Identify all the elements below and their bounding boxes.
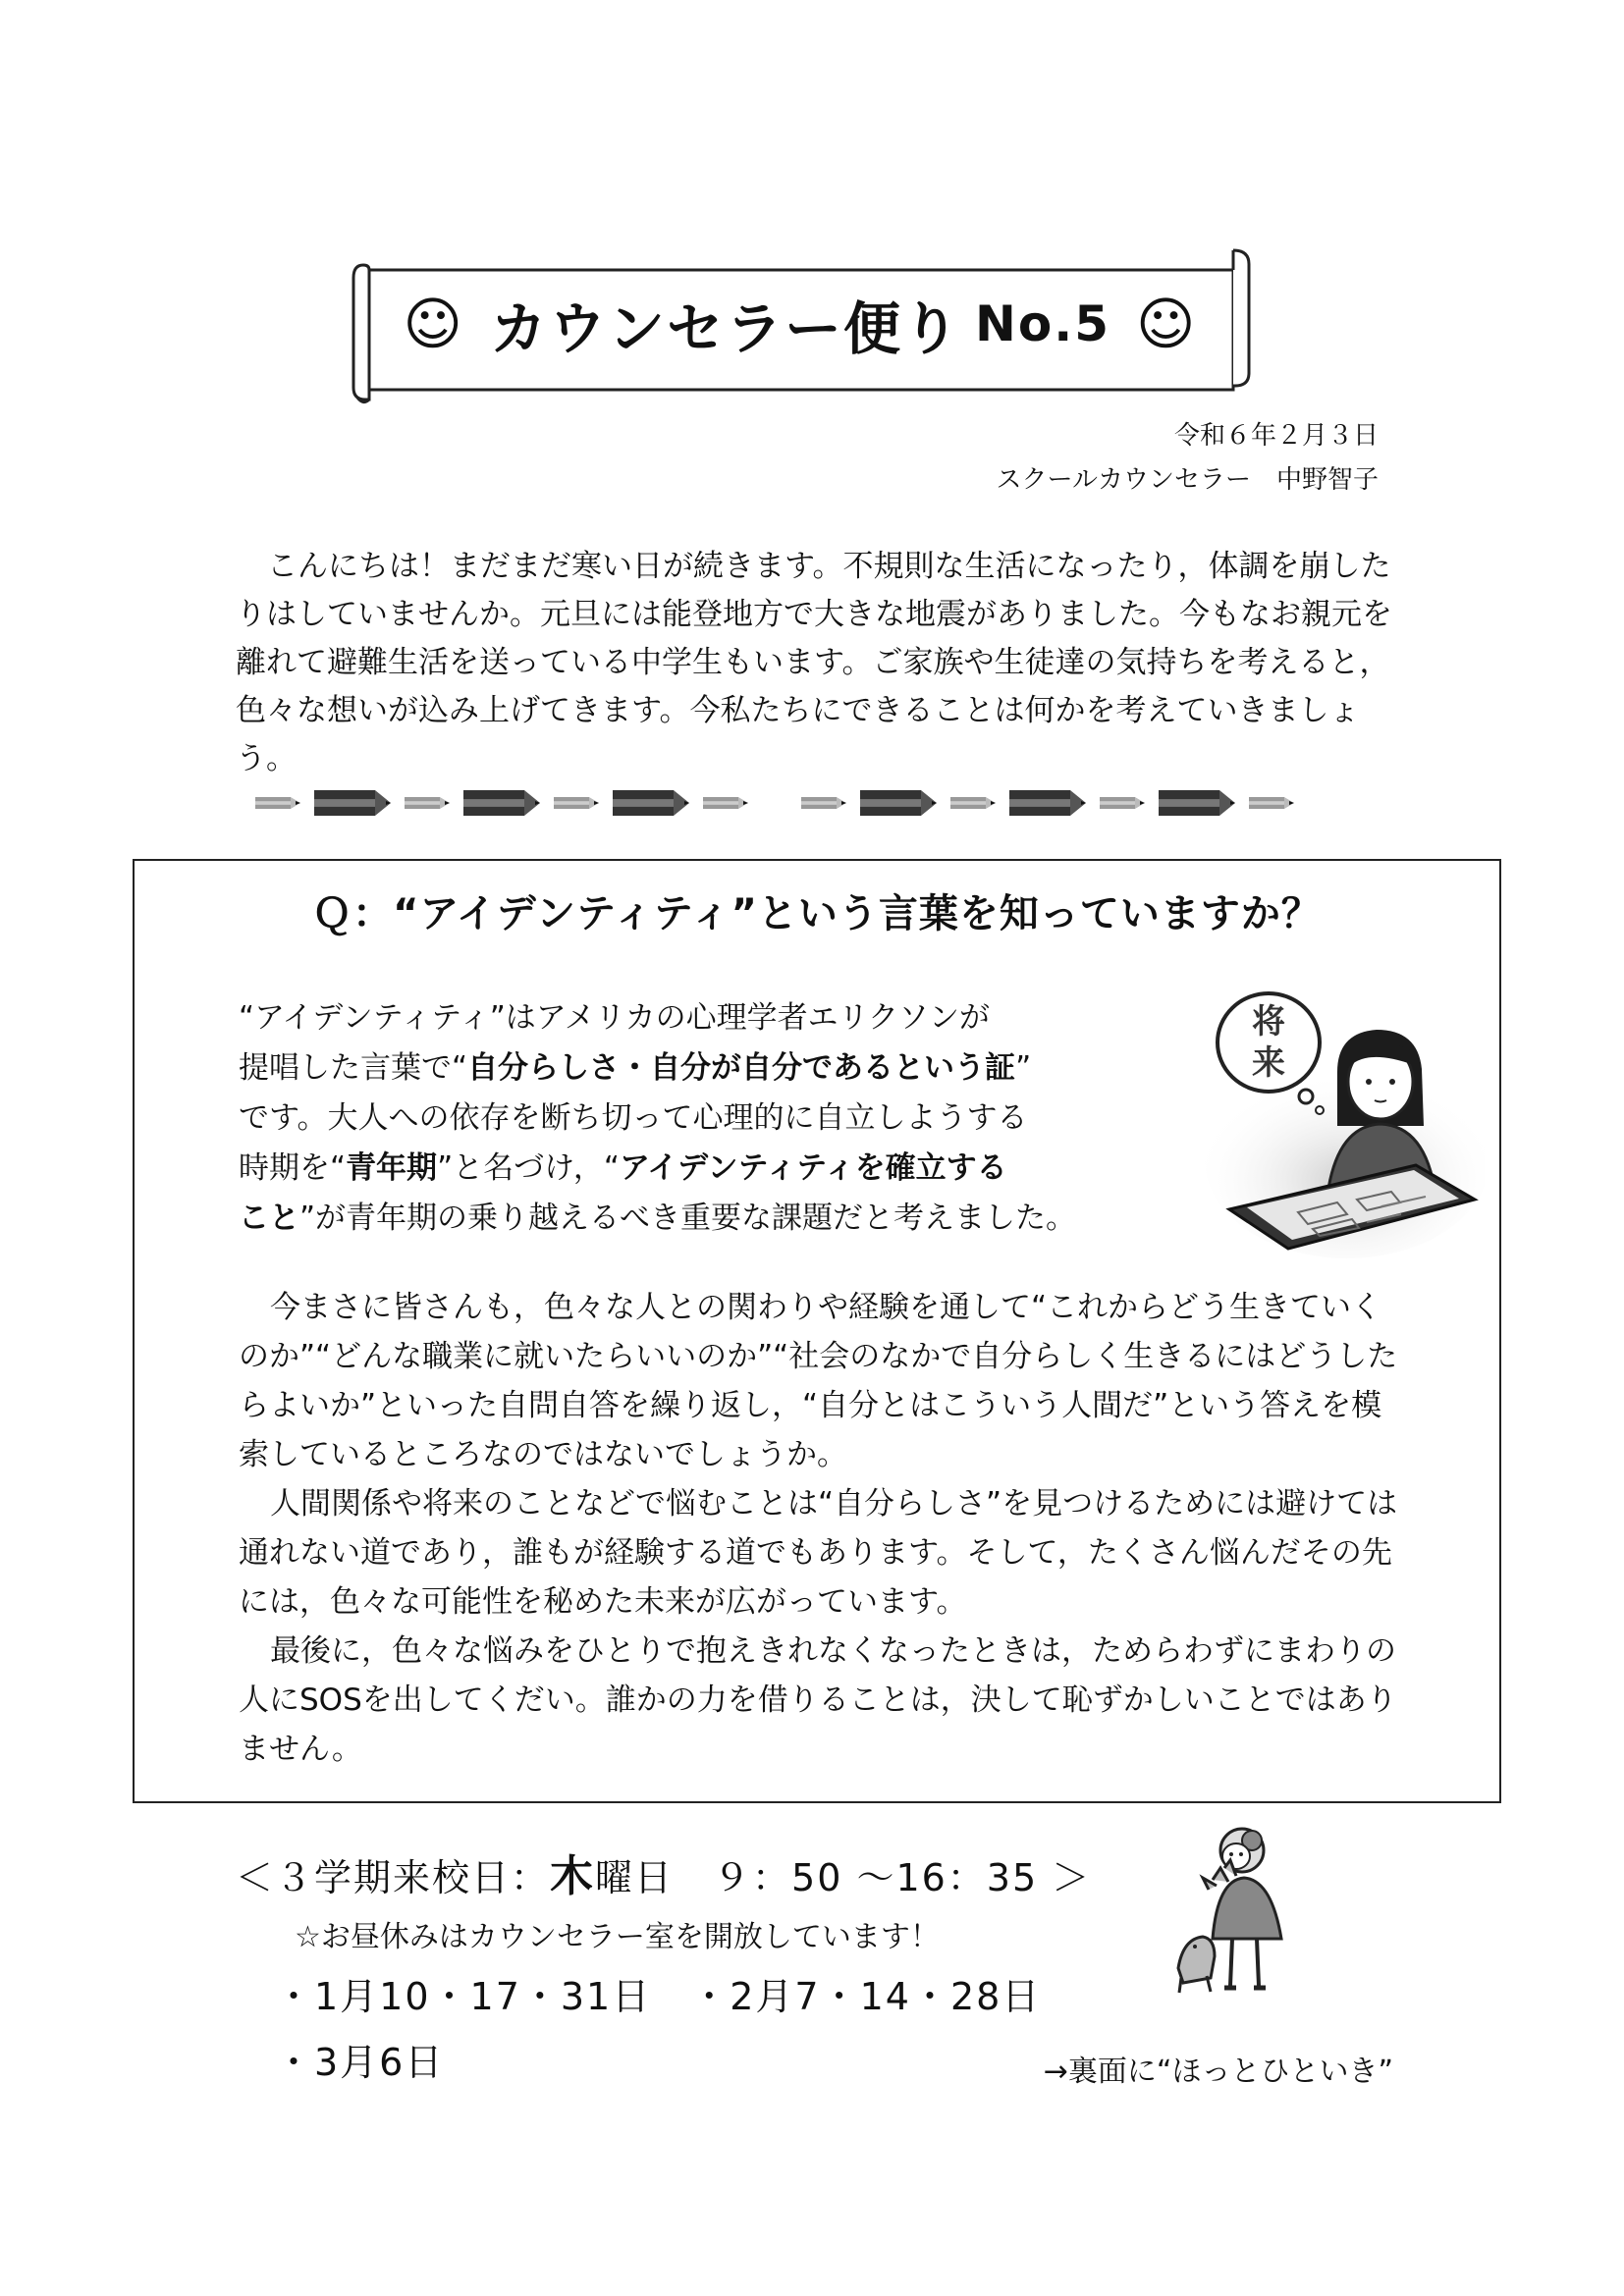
small-pencil-icon bbox=[554, 797, 599, 809]
schedule-dates-line-1: ・1月10・17・31日 ・2月7・14・28日 bbox=[275, 1975, 1042, 2018]
body-paragraph: 人間関係や将来のことなどで悩むことは“自分らしさ”を見つけるためには避けては通れない道であり，誰もが経験する道でもあります。そして，たくさん悩んだその先には，色々な可能性を秘めた未来が広がっています。 bbox=[239, 1486, 1398, 1620]
explanation-text: ”と名づけ，“ bbox=[437, 1150, 620, 1186]
issue-number: No.5 bbox=[975, 295, 1110, 352]
small-pencil-icon bbox=[405, 797, 450, 809]
future-thought-text: 将 bbox=[1252, 1002, 1285, 1041]
body-paragraph: 今まさに皆さんも，色々な人との関わりや経験を通して“これからどう生きていくのか”“どんな職業に就いたらいいのか”“社会のなかで自分らしく生きるにはどうしたらよいか”といった自問自答を繰り返し，“自分とはこういう人間だ”という答えを模索しているところなのではないでしょうか。 bbox=[239, 1290, 1398, 1472]
large-pencil-icon bbox=[860, 790, 937, 816]
question-box bbox=[133, 859, 1501, 1803]
large-pencil-icon bbox=[463, 790, 540, 816]
explanation-text: “アイデンティティ”はアメリカの心理学者エリクソンが bbox=[239, 1000, 990, 1036]
girl-with-flowers-illustration bbox=[1173, 1821, 1311, 2002]
smiley-right-icon: ☺ bbox=[1136, 291, 1198, 357]
smiley-left-icon: ☺ bbox=[403, 291, 464, 357]
question-heading: Ｑ：“アイデンティティ”という言葉を知っていますか？ bbox=[312, 891, 1322, 936]
explanation-line-5 bbox=[239, 1194, 1240, 1244]
schedule-title-text: 曜日 ９：50 ～16：35 ＞ bbox=[595, 1856, 1092, 1899]
thinking-student-illustration bbox=[1190, 979, 1485, 1263]
schedule-weekday: 木 bbox=[550, 1851, 596, 1901]
explanation-text: です。大人への依存を断ち切って心理的に自立しようする bbox=[239, 1100, 1028, 1136]
small-pencil-icon bbox=[255, 797, 300, 809]
newsletter-title-text: カウンセラー便り bbox=[490, 295, 962, 362]
explanation-line-4 bbox=[239, 1144, 1240, 1194]
small-pencil-icon bbox=[950, 797, 996, 809]
schedule-dates-line-2: ・3月6日 bbox=[275, 2041, 445, 2084]
schedule-title-text: ＜３学期来校日： bbox=[236, 1856, 551, 1899]
large-pencil-icon bbox=[1159, 790, 1235, 816]
large-pencil-icon bbox=[613, 790, 689, 816]
back-page-note: →裏面に“ほっとひといき” bbox=[1043, 2055, 1393, 2089]
newsletter-title bbox=[403, 275, 1198, 373]
issue-date: 令和６年２月３日 bbox=[1173, 421, 1379, 451]
explanation-line-2 bbox=[239, 1043, 1240, 1094]
small-pencil-icon bbox=[703, 797, 748, 809]
lunch-open-note: ☆お昼休みはカウンセラー室を開放しています！ bbox=[295, 1920, 940, 1954]
intro-paragraph bbox=[236, 543, 1414, 783]
small-pencil-icon bbox=[1100, 797, 1145, 809]
explanation-bold: 青年期 bbox=[346, 1150, 438, 1186]
explanation-text: ” bbox=[1015, 1050, 1032, 1086]
explanation-text: ”が青年期の乗り越えるべき重要な課題だと考えました。 bbox=[299, 1201, 1077, 1236]
explanation-text: 提唱した言葉で“ bbox=[239, 1050, 468, 1086]
large-pencil-icon bbox=[314, 790, 391, 816]
intro-paragraph-text: こんにちは！まだまだ寒い日が続きます。不規則な生活になったり，体調を崩したりはしていませんか。元旦には能登地方で大きな地震がありました。今もなお親元を離れて避難生活を送っている中学生もいます。ご家族や生徒達の気持ちを考えると，色々な想いが込み上げてきます。今私たちにできることは何かを考えていきましょう。 bbox=[236, 549, 1392, 776]
body-paragraph: 最後に，色々な悩みをひとりで抱えきれなくなったときは，ためらわずにまわりの人にSOSを出してくだい。誰かの力を借りることは，決して恥ずかしいことではありません。 bbox=[239, 1633, 1397, 1767]
identity-explanation bbox=[239, 993, 1240, 1244]
small-pencil-icon bbox=[1249, 797, 1294, 809]
pencil-row bbox=[255, 790, 1294, 816]
small-pencil-icon bbox=[801, 797, 846, 809]
author-line: スクールカウンセラー 中野智子 bbox=[996, 465, 1379, 495]
explanation-line-1 bbox=[239, 993, 1240, 1043]
explanation-line-3 bbox=[239, 1094, 1240, 1144]
explanation-bold: 自分らしさ・自分が自分であるという証 bbox=[467, 1050, 1016, 1086]
explanation-bold: こと bbox=[239, 1201, 299, 1236]
schedule-title bbox=[236, 1841, 1091, 1903]
pencil-divider bbox=[255, 778, 1355, 828]
large-pencil-icon bbox=[1009, 790, 1086, 816]
explanation-text: 時期を“ bbox=[239, 1150, 347, 1186]
future-thought-text: 来 bbox=[1252, 1043, 1285, 1083]
explanation-bold: アイデンティティを確立する bbox=[619, 1150, 1007, 1186]
question-body bbox=[239, 1283, 1411, 1774]
